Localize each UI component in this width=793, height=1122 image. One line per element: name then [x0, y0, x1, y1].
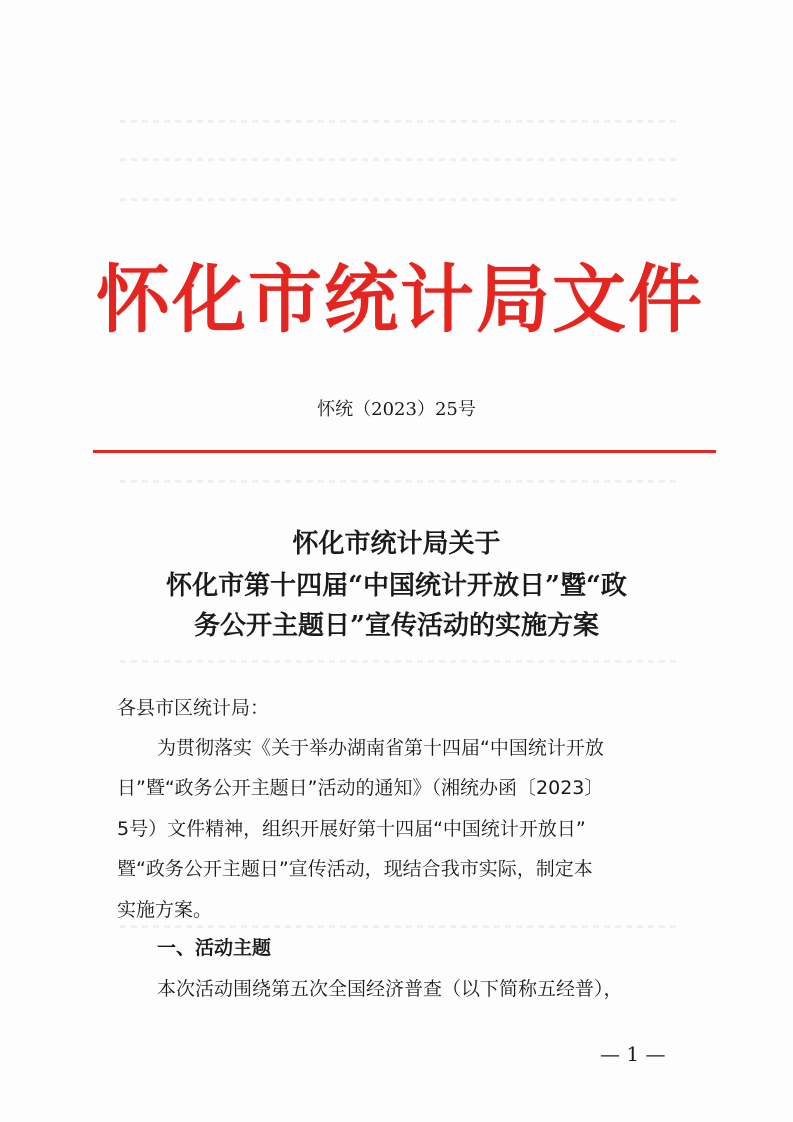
paragraph-line: 5号）文件精神，组织开展好第十四届“中国统计开放日” — [117, 818, 586, 840]
bleed-through-texture — [120, 480, 680, 483]
bleed-through-texture — [120, 660, 680, 663]
recipient-line: 各县市区统计局： — [117, 697, 270, 719]
bleed-through-texture — [120, 120, 680, 123]
paragraph-line: 实施方案。 — [117, 899, 213, 921]
paragraph-line: 本次活动围绕第五次全国经济普查（以下简称五经普）， — [157, 978, 623, 1000]
paragraph-line: 暨“政务公开主题日”宣传活动，现结合我市实际，制定本 — [117, 858, 593, 880]
notice-title-line-3: 务公开主题日”宣传活动的实施方案 — [194, 611, 599, 641]
notice-title-line-2: 怀化市第十四届“中国统计开放日”暨“政 — [166, 571, 627, 601]
document-number: 怀统（2023）25号 — [317, 399, 476, 420]
paragraph-line: 为贯彻落实《关于举办湖南省第十四届“中国统计开放 — [157, 737, 604, 759]
page-number: — 1 — — [600, 1042, 666, 1066]
section-heading-activity-theme: 一、活动主题 — [157, 937, 272, 959]
red-divider-line — [93, 450, 716, 453]
paragraph-line: 日”暨“政务公开主题日”活动的通知》（湘统办函〔2023〕 — [117, 777, 604, 799]
bleed-through-texture — [120, 925, 680, 928]
bleed-through-texture — [120, 158, 680, 161]
bleed-through-texture — [120, 198, 680, 201]
agency-document-title: 怀化市统计局文件 — [96, 257, 704, 343]
notice-title-line-1: 怀化市统计局关于 — [292, 529, 501, 559]
